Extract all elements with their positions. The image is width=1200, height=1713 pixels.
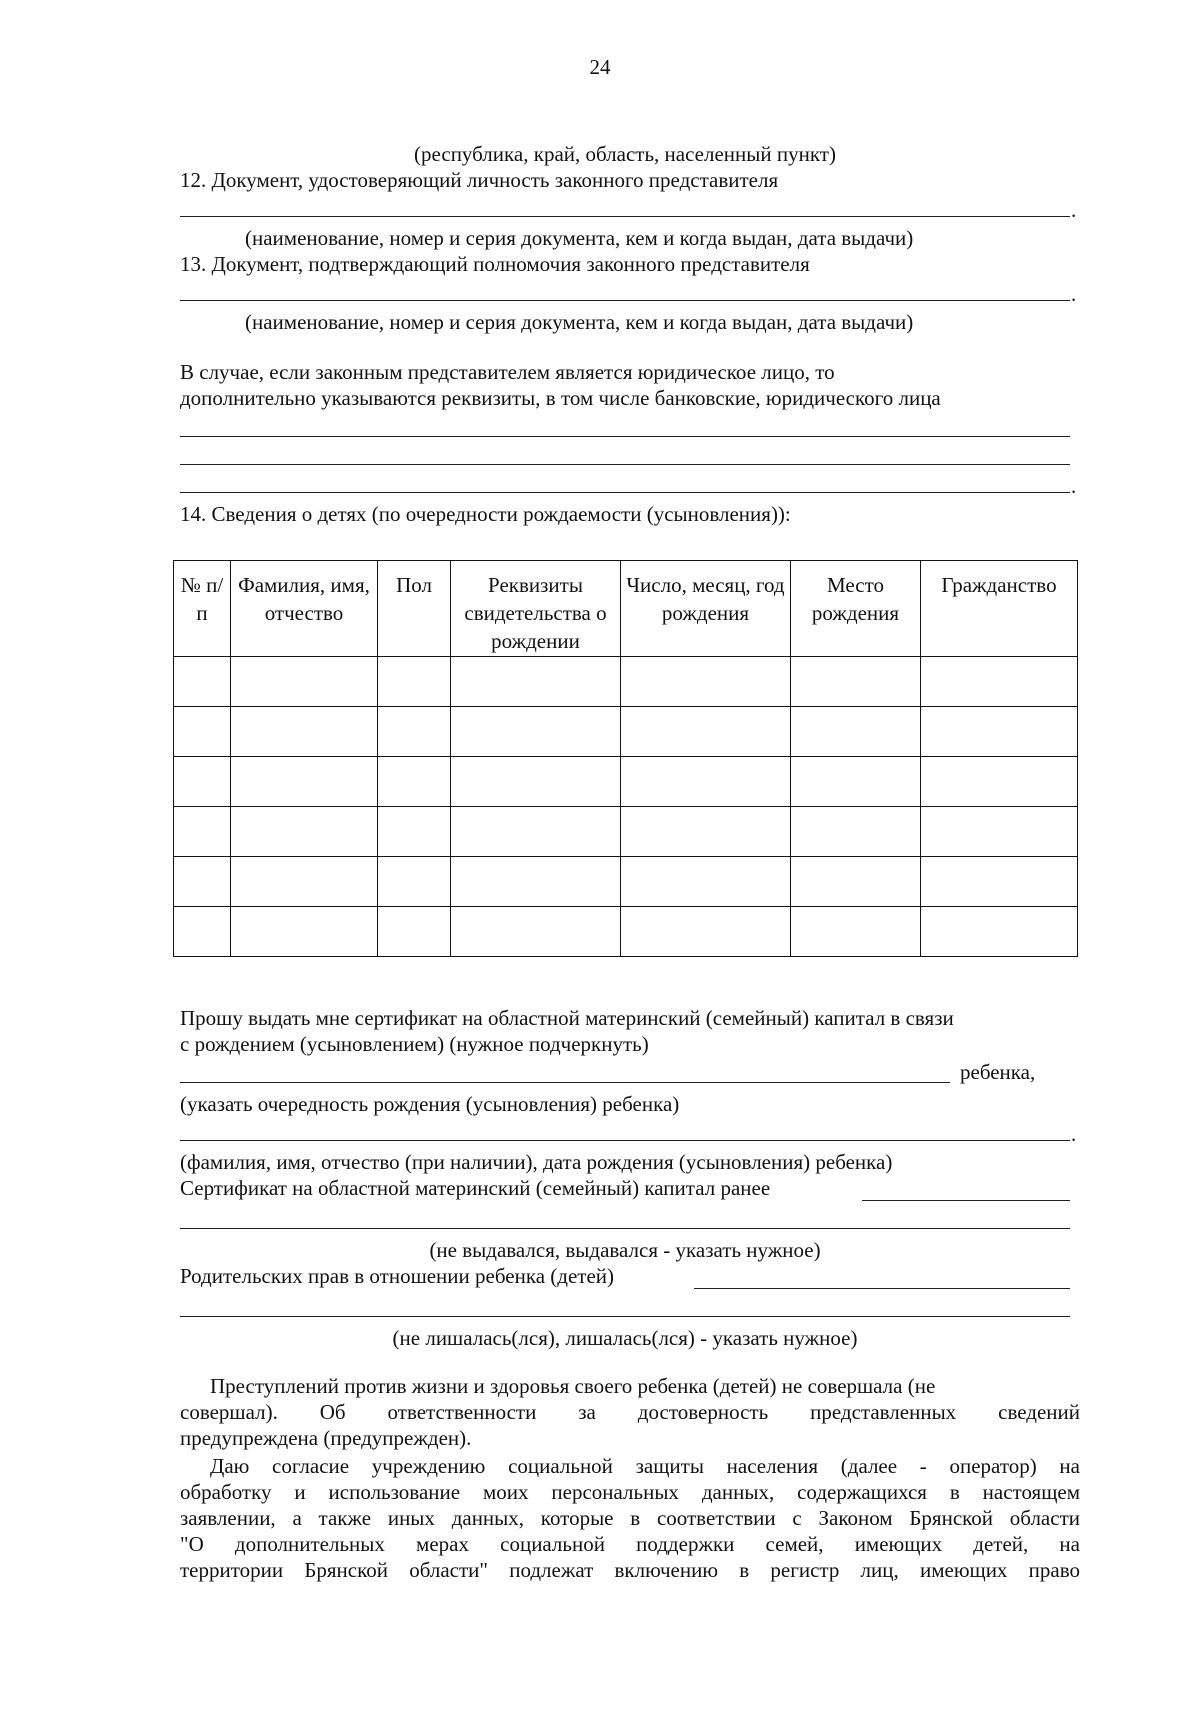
- table-cell[interactable]: [451, 707, 621, 757]
- item12-caption: (наименование, номер и серия документа, кем и когда выдан, дата выдачи): [245, 226, 914, 250]
- request-line2: с рождением (усыновлением) (нужное подчеркнуть): [180, 1032, 649, 1056]
- legal-entity-field-3[interactable]: [180, 492, 1070, 493]
- table-cell[interactable]: [231, 657, 378, 707]
- para2-line2: обработку и использование моих персональных данных, содержащихся в настоящем: [180, 1480, 1080, 1504]
- table-cell[interactable]: [621, 657, 791, 707]
- table-cell[interactable]: [174, 907, 231, 957]
- table-cell[interactable]: [231, 757, 378, 807]
- table-cell[interactable]: [174, 657, 231, 707]
- table-cell[interactable]: [921, 757, 1078, 807]
- table-cell[interactable]: [791, 657, 921, 707]
- table-cell[interactable]: [378, 857, 451, 907]
- header-birth-place: Место рождения: [791, 561, 921, 657]
- child-word: ребенка,: [960, 1060, 1036, 1084]
- table-row: [174, 807, 1078, 857]
- table-cell[interactable]: [451, 757, 621, 807]
- table-cell[interactable]: [791, 707, 921, 757]
- legal-entity-line1: В случае, если законным представителем является юридическое лицо, то: [180, 360, 835, 384]
- table-cell[interactable]: [378, 657, 451, 707]
- table-cell[interactable]: [921, 857, 1078, 907]
- legal-entity-field-2[interactable]: [180, 464, 1070, 465]
- table-row: [174, 707, 1078, 757]
- table-cell[interactable]: [451, 857, 621, 907]
- caption-deprived: (не лишалась(лся), лишалась(лся) - указать нужное): [392, 1326, 858, 1350]
- para2-line1: Даю согласие учреждению социальной защиты населения (далее - оператор) на: [210, 1454, 1080, 1478]
- table-cell[interactable]: [174, 707, 231, 757]
- table-cell[interactable]: [451, 657, 621, 707]
- table-cell[interactable]: [621, 807, 791, 857]
- certificate-before-field[interactable]: [862, 1200, 1070, 1201]
- header-sex: Пол: [378, 561, 451, 657]
- caption-issued: (не выдавался, выдавался - указать нужное): [429, 1238, 821, 1262]
- item14-label: 14. Сведения о детях (по очередности рождаемости (усыновления)):: [180, 502, 791, 526]
- certificate-before-label: Сертификат на областной материнский (семейный) капитал ранее: [180, 1176, 771, 1200]
- table-cell[interactable]: [791, 807, 921, 857]
- table-cell[interactable]: [378, 707, 451, 757]
- table-cell[interactable]: [621, 757, 791, 807]
- table-header-row: [174, 561, 1078, 657]
- caption-child-order: (указать очередность рождения (усыновления) ребенка): [180, 1092, 680, 1116]
- table-cell[interactable]: [174, 807, 231, 857]
- table-cell[interactable]: [621, 907, 791, 957]
- table-cell[interactable]: [174, 757, 231, 807]
- table-cell[interactable]: [231, 707, 378, 757]
- parental-rights-label: Родительских прав в отношении ребенка (детей): [180, 1264, 614, 1288]
- para2-line5: территории Брянской области" подлежат включению в регистр лиц, имеющих право: [180, 1558, 1080, 1582]
- child-name-field[interactable]: [180, 1140, 1070, 1141]
- parental-rights-field[interactable]: [694, 1288, 1070, 1289]
- table-cell[interactable]: [621, 707, 791, 757]
- para1-line1: Преступлений против жизни и здоровья своего ребенка (детей) не совершала (не: [210, 1374, 936, 1398]
- legal-entity-line2: дополнительно указываются реквизиты, в том числе банковские, юридического лица: [180, 386, 941, 410]
- para2-line4: "О дополнительных мерах социальной поддержки семей, имеющих детей, на: [180, 1532, 1080, 1556]
- table-cell[interactable]: [921, 807, 1078, 857]
- table-cell[interactable]: [231, 907, 378, 957]
- para1-line3: предупреждена (предупрежден).: [180, 1426, 472, 1450]
- item13-end-dot: .: [1071, 282, 1077, 306]
- table-cell[interactable]: [378, 757, 451, 807]
- table-cell[interactable]: [791, 757, 921, 807]
- item12-field[interactable]: [180, 216, 1070, 217]
- parental-rights-field-2[interactable]: [180, 1316, 1070, 1317]
- region-caption: (республика, край, область, населенный пункт): [414, 142, 836, 166]
- legal-entity-end-dot: .: [1071, 474, 1077, 498]
- item12-end-dot: .: [1071, 198, 1077, 222]
- table-cell[interactable]: [174, 857, 231, 907]
- table-cell[interactable]: [378, 907, 451, 957]
- table-row: [174, 757, 1078, 807]
- header-birth-date: Число, месяц, год рождения: [621, 561, 791, 657]
- child-order-field[interactable]: [180, 1082, 950, 1083]
- item12-label: 12. Документ, удостоверяющий личность законного представителя: [180, 168, 779, 192]
- item13-label: 13. Документ, подтверждающий полномочия законного представителя: [180, 252, 810, 276]
- table-cell[interactable]: [791, 857, 921, 907]
- children-table: [173, 560, 1078, 957]
- table-row: [174, 907, 1078, 957]
- table-row: [174, 857, 1078, 907]
- table-row: [174, 657, 1078, 707]
- legal-entity-field-1[interactable]: [180, 436, 1070, 437]
- table-cell[interactable]: [451, 907, 621, 957]
- request-line1: Прошу выдать мне сертификат на областной материнский (семейный) капитал в связи: [180, 1006, 954, 1030]
- table-cell[interactable]: [378, 807, 451, 857]
- table-cell[interactable]: [921, 707, 1078, 757]
- header-full-name: Фамилия, имя, отчество: [231, 561, 378, 657]
- item13-field[interactable]: [180, 300, 1070, 301]
- table-cell[interactable]: [921, 657, 1078, 707]
- table-cell[interactable]: [921, 907, 1078, 957]
- para2-line3: заявлении, а также иных данных, которые в соответствии с Законом Брянской области: [180, 1506, 1080, 1530]
- table-cell[interactable]: [621, 857, 791, 907]
- page-number: 24: [589, 55, 611, 79]
- table-cell[interactable]: [451, 807, 621, 857]
- caption-child-name: (фамилия, имя, отчество (при наличии), дата рождения (усыновления) ребенка): [180, 1150, 893, 1174]
- table-cell[interactable]: [231, 857, 378, 907]
- header-citizenship: Гражданство: [921, 561, 1078, 657]
- header-number: № п/п: [174, 561, 231, 657]
- table-cell[interactable]: [231, 807, 378, 857]
- child-name-end-dot: .: [1071, 1122, 1077, 1146]
- para1-line2: совершал). Об ответственности за достоверность представленных сведений: [180, 1400, 1080, 1424]
- header-birth-certificate: Реквизиты свидетельства о рождении: [451, 561, 621, 657]
- table-cell[interactable]: [791, 907, 921, 957]
- certificate-before-field-2[interactable]: [180, 1228, 1070, 1229]
- item13-caption: (наименование, номер и серия документа, кем и когда выдан, дата выдачи): [245, 310, 914, 334]
